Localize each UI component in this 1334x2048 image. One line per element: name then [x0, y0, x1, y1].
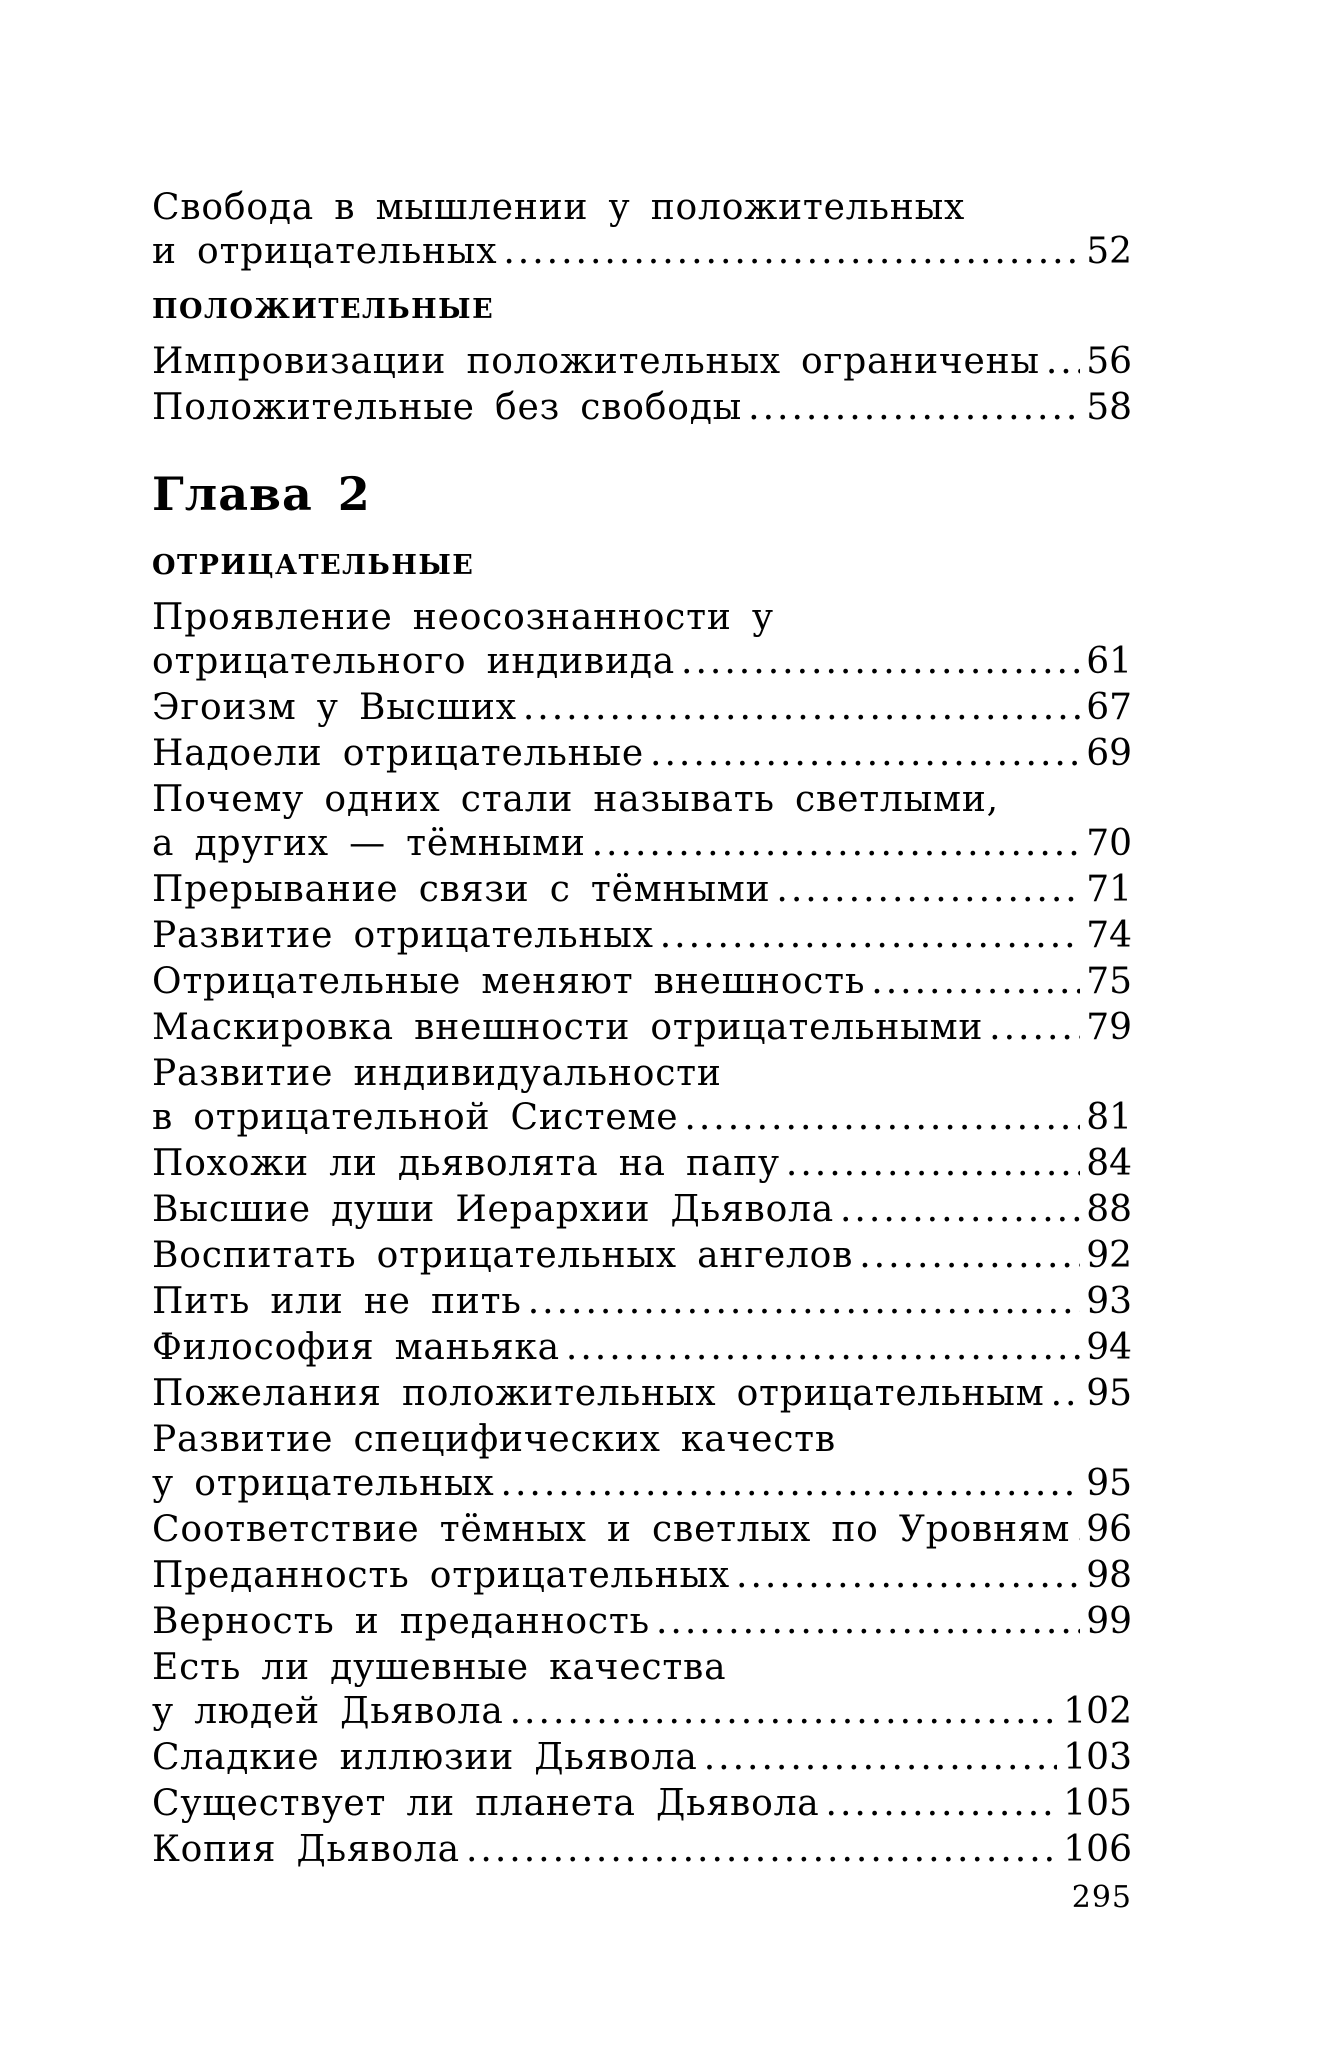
dot-leader — [859, 1234, 1080, 1278]
toc-entry-page: 75 — [1086, 961, 1132, 1002]
toc-entry-title-line: Сладкие иллюзии Дьявола — [152, 1737, 698, 1778]
toc-entry-title-line: а других — тёмными — [152, 823, 586, 864]
toc-entry-title-line: Проявление неосознанности у — [152, 597, 774, 638]
toc-entry-line — [152, 1554, 1132, 1598]
toc-entry-title-line: Существует ли планета Дьявола — [152, 1783, 820, 1824]
dot-leader — [776, 868, 1080, 912]
toc-entry-line — [152, 1326, 1132, 1370]
toc-entry-line — [152, 1006, 1132, 1050]
toc-entry — [152, 960, 1132, 1004]
toc-entry-line — [152, 822, 1132, 866]
toc-entry-title-line: Надоели отрицательные — [152, 733, 644, 774]
toc-entry-line — [152, 914, 1132, 958]
toc-entry — [152, 914, 1132, 958]
toc-entry-title-line: Маскировка внешности отрицательными — [152, 1007, 984, 1048]
dot-leader — [704, 1736, 1058, 1780]
toc-entry-title-line: у отрицательных — [152, 1463, 495, 1504]
toc-entry-line — [152, 386, 1132, 430]
toc-entry — [152, 1188, 1132, 1232]
dot-leader — [566, 1326, 1080, 1370]
toc-entry — [152, 868, 1132, 912]
toc-entry — [152, 596, 1132, 684]
toc-entry — [152, 1600, 1132, 1644]
toc-entry — [152, 340, 1132, 384]
toc-entry-title-line: Верность и преданность — [152, 1601, 650, 1642]
dot-leader — [650, 732, 1080, 776]
toc-entry-line — [152, 1280, 1132, 1324]
toc-entry-title-line: Развитие индивидуальности — [152, 1053, 722, 1094]
toc-entry-page: 69 — [1086, 733, 1132, 774]
toc-entry-page: 98 — [1086, 1555, 1132, 1596]
dot-leader — [871, 960, 1080, 1004]
toc-entry — [152, 1828, 1132, 1872]
page-number: 295 — [1071, 1880, 1132, 1915]
toc-entry — [152, 1736, 1132, 1780]
toc-entry-line — [152, 640, 1132, 684]
toc-entry-page: 95 — [1086, 1373, 1132, 1414]
dot-leader — [466, 1828, 1057, 1872]
toc-entry-page: 99 — [1086, 1601, 1132, 1642]
toc-entry-title-line: Высшие души Иерархии Дьявола — [152, 1189, 834, 1230]
toc-entry-title-line: Импровизации положительных ограничены — [152, 341, 1040, 382]
dot-leader — [748, 386, 1080, 430]
toc-entry-page: 102 — [1063, 1691, 1132, 1732]
toc-entry-title-line: Свобода в мышлении у положительных — [152, 187, 966, 228]
toc-entry-line — [152, 1508, 1132, 1552]
toc-entry — [152, 1280, 1132, 1324]
toc-entry-page: 88 — [1086, 1189, 1132, 1230]
dot-leader — [826, 1782, 1058, 1826]
toc-entry — [152, 1006, 1132, 1050]
toc-entry — [152, 1782, 1132, 1826]
toc-entry-line — [152, 1462, 1132, 1506]
toc-entry-line — [152, 1600, 1132, 1644]
toc-entry-page: 94 — [1086, 1327, 1132, 1368]
toc-entry-title-line: Прерывание связи с тёмными — [152, 869, 771, 910]
dot-leader — [656, 1600, 1080, 1644]
chapter-heading: Глава 2 — [152, 467, 371, 521]
toc-entry-page: 96 — [1086, 1509, 1132, 1550]
toc-entry-title-line: в отрицательной Системе — [152, 1097, 679, 1138]
toc-entry-page: 103 — [1063, 1737, 1132, 1778]
toc-entry-title-line: у людей Дьявола — [152, 1691, 504, 1732]
toc-entry — [152, 1508, 1132, 1552]
dot-leader — [681, 640, 1080, 684]
toc-entry-page: 61 — [1086, 641, 1132, 682]
toc-entry-page: 106 — [1063, 1829, 1132, 1870]
toc-entry-page: 56 — [1086, 341, 1132, 382]
toc-entry — [152, 1646, 1132, 1734]
toc-entry-title-line: Копия Дьявола — [152, 1829, 460, 1870]
toc-entry — [152, 1554, 1132, 1598]
toc-entry-line — [152, 340, 1132, 384]
toc-entry-line — [152, 1782, 1132, 1826]
toc-entry-title-line: Отрицательные меняют внешность — [152, 961, 866, 1002]
toc-entry-page: 84 — [1086, 1143, 1132, 1184]
dot-leader — [523, 686, 1080, 730]
table-of-contents — [152, 186, 1132, 1874]
toc-entry — [152, 1142, 1132, 1186]
toc-entry-line — [152, 1736, 1132, 1780]
toc-entry-page: 71 — [1086, 869, 1132, 910]
toc-entry-line — [152, 1188, 1132, 1232]
toc-entry — [152, 186, 1132, 274]
toc-entry-page: 95 — [1086, 1463, 1132, 1504]
dot-leader — [1046, 340, 1080, 384]
dot-leader — [736, 1554, 1080, 1598]
toc-entry-line — [152, 230, 1132, 274]
dot-leader — [510, 1690, 1058, 1734]
toc-entry-page: 58 — [1086, 387, 1132, 428]
toc-entry-line — [152, 686, 1132, 730]
toc-entry — [152, 1052, 1132, 1140]
toc-entry-page: 52 — [1086, 231, 1132, 272]
dot-leader — [1051, 1372, 1081, 1416]
toc-entry-title-line: Эгоизм у Высших — [152, 687, 517, 728]
toc-entry — [152, 778, 1132, 866]
toc-entry-page: 93 — [1086, 1281, 1132, 1322]
dot-leader — [528, 1280, 1080, 1324]
toc-entry-line — [152, 1142, 1132, 1186]
toc-entry-title-line: отрицательного индивида — [152, 641, 676, 682]
toc-entry-title-line: Философия маньяка — [152, 1327, 560, 1368]
toc-entry-page: 79 — [1086, 1007, 1132, 1048]
dot-leader — [501, 1462, 1081, 1506]
dot-leader — [989, 1006, 1080, 1050]
toc-entry-page: 81 — [1086, 1097, 1132, 1138]
toc-entry-line — [152, 960, 1132, 1004]
toc-entry — [152, 1326, 1132, 1370]
dot-leader — [840, 1188, 1080, 1232]
toc-entry-line — [152, 1690, 1132, 1734]
toc-entry — [152, 1234, 1132, 1278]
toc-entry-title-line: Воспитать отрицательных ангелов — [152, 1235, 854, 1276]
toc-entry-title-line: Развитие отрицательных — [152, 915, 654, 956]
toc-entry-title-line: Почему одних стали называть светлыми, — [152, 779, 999, 820]
toc-entry-line — [152, 1372, 1132, 1416]
toc-entry-page: 70 — [1086, 823, 1132, 864]
toc-entry-title-line: Похожи ли дьяволята на папу — [152, 1143, 780, 1184]
toc-entry — [152, 686, 1132, 730]
toc-entry-title-line: Развитие специфических качеств — [152, 1419, 836, 1460]
toc-entry-line — [152, 868, 1132, 912]
toc-entry-title-line: Соответствие тёмных и светлых по Уровням — [152, 1509, 1071, 1550]
toc-entry — [152, 1418, 1132, 1506]
toc-entry-title-line: и отрицательных — [152, 231, 498, 272]
toc-entry — [152, 732, 1132, 776]
section-heading: ПОЛОЖИТЕЛЬНЫЕ — [152, 294, 495, 325]
toc-entry-title-line: Есть ли душевные качества — [152, 1647, 727, 1688]
toc-entry-title-line: Преданность отрицательных — [152, 1555, 731, 1596]
toc-entry-title-line: Пить или не пить — [152, 1281, 522, 1322]
toc-entry-title-line: Пожелания положительных отрицательным — [152, 1373, 1045, 1414]
toc-entry-page: 92 — [1086, 1235, 1132, 1276]
dot-leader — [1076, 1508, 1080, 1552]
toc-entry-line — [152, 1828, 1132, 1872]
toc-entry-line — [152, 1234, 1132, 1278]
toc-entry — [152, 386, 1132, 430]
toc-entry-page: 105 — [1063, 1783, 1132, 1824]
toc-entry-line — [152, 732, 1132, 776]
toc-entry — [152, 1372, 1132, 1416]
dot-leader — [503, 230, 1080, 274]
toc-entry-line — [152, 1096, 1132, 1140]
section-heading: ОТРИЦАТЕЛЬНЫЕ — [152, 550, 475, 581]
dot-leader — [786, 1142, 1080, 1186]
dot-leader — [592, 822, 1081, 866]
dot-leader — [684, 1096, 1080, 1140]
toc-entry-title-line: Положительные без свободы — [152, 387, 743, 428]
toc-entry-page: 67 — [1086, 687, 1132, 728]
toc-entry-page: 74 — [1086, 915, 1132, 956]
dot-leader — [660, 914, 1080, 958]
